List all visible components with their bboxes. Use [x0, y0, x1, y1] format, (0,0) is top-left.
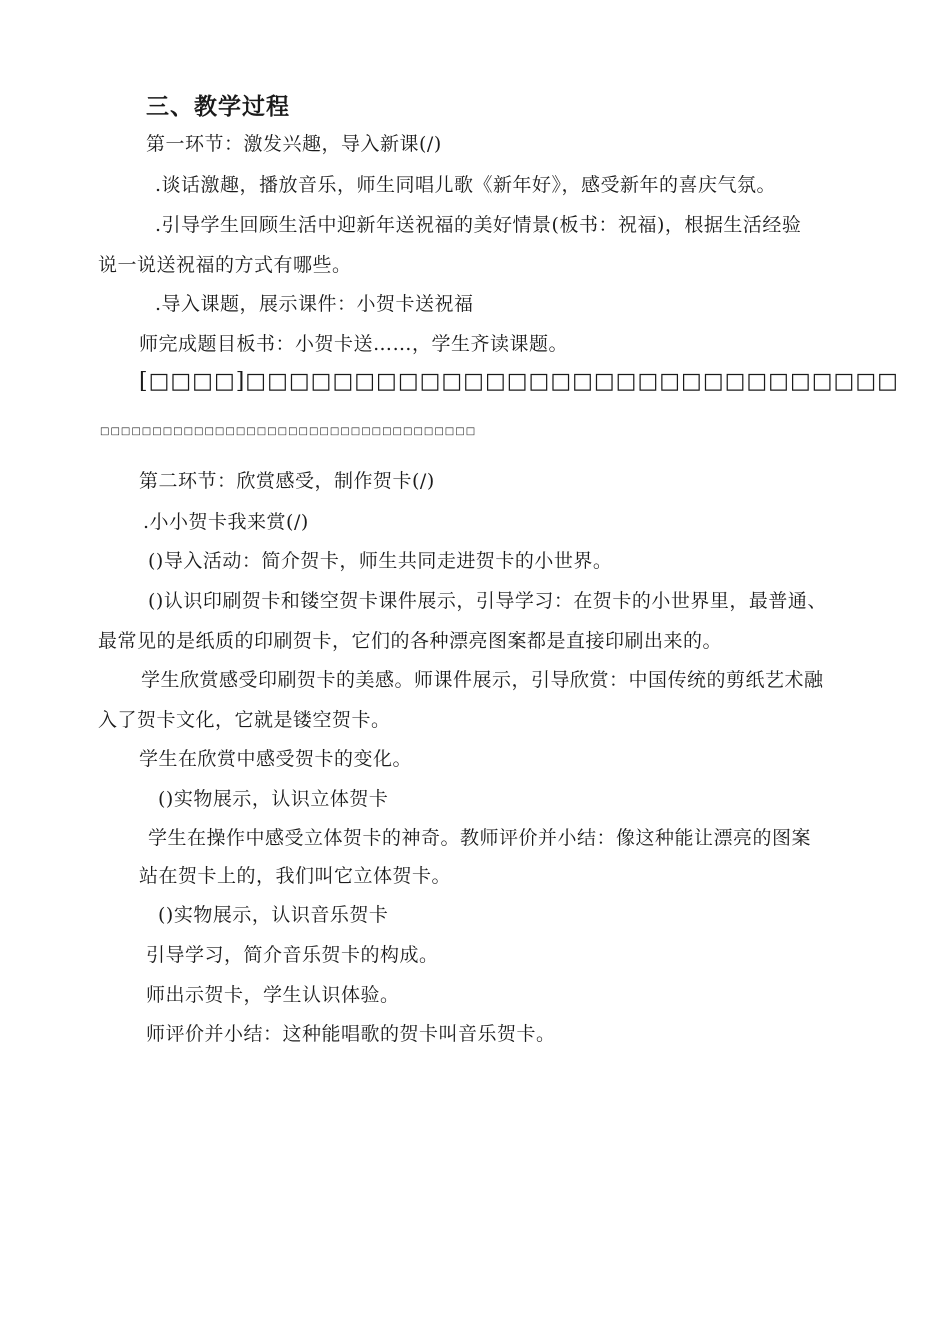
section2-p9: 师出示贺卡，学生认识体验。	[146, 984, 400, 1006]
garbled-text-small: □□□□□□□□□□□□□□□□□□□□□□□□□□□□□□□□□□□□	[100, 426, 477, 437]
section2-p8: 引导学习，简介音乐贺卡的构成。	[146, 944, 439, 966]
section1-title: 第一环节：激发兴趣，导入新课(/)	[146, 133, 442, 155]
section2-sub1: .小小贺卡我来赏(/)	[143, 511, 309, 533]
section2-p7: ()实物展示，认识音乐贺卡	[158, 904, 389, 926]
section2-p6-line1: 学生在操作中感受立体贺卡的神奇。教师评价并小结：像这种能让漂亮的图案	[148, 827, 812, 849]
garbled-text-large: [□□□□]□□□□□□□□□□□□□□□□□□□□□□□□□□□□□□	[139, 369, 899, 394]
section1-item1: .谈话激趣，播放音乐，师生同唱儿歌《新年好》，感受新年的喜庆气氛。	[155, 174, 777, 196]
section2-p10: 师评价并小结：这种能唱歌的贺卡叫音乐贺卡。	[146, 1023, 556, 1045]
section2-p3-line2: 入了贺卡文化，它就是镂空贺卡。	[98, 709, 391, 731]
section-heading: 三、教学过程	[146, 94, 290, 120]
section1-item2-line2: 说一说送祝福的方式有哪些。	[98, 254, 352, 276]
section2-p2-line2: 最常见的是纸质的印刷贺卡，它们的各种漂亮图案都是直接印刷出来的。	[98, 630, 723, 652]
section2-p6-line2: 站在贺卡上的，我们叫它立体贺卡。	[139, 865, 452, 887]
section1-item2-line1: .引导学生回顾生活中迎新年送祝福的美好情景(板书：祝福)，根据生活经验	[155, 214, 802, 236]
section2-title: 第二环节：欣赏感受，制作贺卡(/)	[139, 470, 435, 492]
section2-p3-line1: 学生欣赏感受印刷贺卡的美感。师课件展示，引导欣赏：中国传统的剪纸艺术融	[141, 669, 824, 691]
section2-p1: ()导入活动：简介贺卡，师生共同走进贺卡的小世界。	[148, 550, 613, 572]
section1-note: 师完成题目板书：小贺卡送……，学生齐读课题。	[139, 333, 569, 355]
section2-p5: ()实物展示，认识立体贺卡	[158, 788, 389, 810]
section1-item3: .导入课题，展示课件：小贺卡送祝福	[155, 293, 474, 315]
section2-p4: 学生在欣赏中感受贺卡的变化。	[139, 748, 413, 770]
section2-p2-line1: ()认识印刷贺卡和镂空贺卡课件展示，引导学习：在贺卡的小世界里，最普通、	[148, 590, 827, 612]
